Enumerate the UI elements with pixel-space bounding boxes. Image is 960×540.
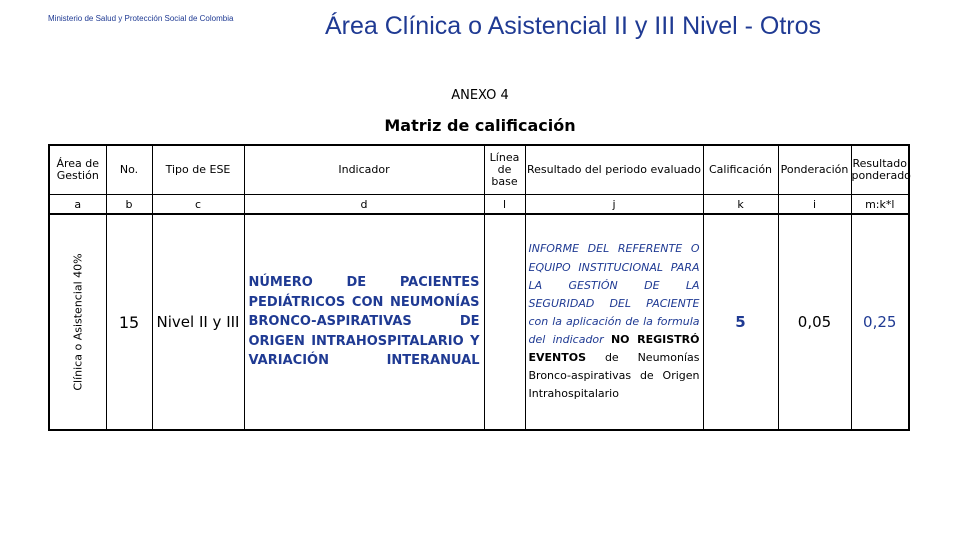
col-header-ponderacion: Ponderación — [778, 145, 851, 195]
col-header-resultado: Resultado del periodo evaluado — [525, 145, 703, 195]
col-header-indicador: Indicador — [244, 145, 484, 195]
letter-cell: a — [49, 195, 106, 215]
matrix-title: Matriz de calificación — [384, 116, 576, 135]
area-label: Clínica o Asistencial 40% — [71, 253, 85, 391]
letter-cell: b — [106, 195, 152, 215]
ministry-label: Ministerio de Salud y Protección Social de Colombia — [48, 14, 234, 23]
col-header-no: No. — [106, 145, 152, 195]
resultado-cell — [525, 214, 703, 430]
indicador-cell — [244, 214, 484, 430]
no-cell: 15 — [106, 214, 152, 430]
col-header-tipo: Tipo de ESE — [152, 145, 244, 195]
col-header-linea-base: Línea de base — [484, 145, 525, 195]
table-row — [49, 214, 909, 430]
ponderacion-cell: 0,05 — [778, 214, 851, 430]
resultado-part2: NO REGISTRÓ EVENTOS — [528, 333, 700, 365]
header-row — [49, 145, 909, 195]
col-header-calificacion: Calificación — [703, 145, 778, 195]
resultado-ponderado-cell: 0,25 — [851, 214, 909, 430]
letter-cell: c — [152, 195, 244, 215]
qualification-matrix — [48, 144, 910, 431]
letter-cell: j — [525, 195, 703, 215]
letter-cell: k — [703, 195, 778, 215]
col-header-resultado-ponderado: Resultado ponderado — [851, 145, 909, 195]
letter-cell: d — [244, 195, 484, 215]
letter-cell: m:k*l — [851, 195, 909, 215]
calificacion-cell: 5 — [703, 214, 778, 430]
annex-label: ANEXO 4 — [451, 88, 509, 103]
tipo-cell: Nivel II y III — [152, 214, 244, 430]
resultado-text — [526, 240, 703, 403]
indicador-text: NÚMERO DE PACIENTES PEDIÁTRICOS CON NEUMONÍAS BRONCO-ASPIRATIVAS DE ORIGEN INTRAHOSPITALARIO Y VARIACIÓN INTERANUAL — [248, 275, 480, 369]
letters-row — [49, 195, 909, 215]
area-cell — [49, 214, 106, 430]
letter-cell: l — [484, 195, 525, 215]
resultado-part1: INFORME DEL REFERENTE O EQUIPO INSTITUCIONAL PARA LA GESTIÓN DE LA SEGURIDAD DEL PACIENTE con la aplicación de la formula del indicador — [528, 242, 700, 347]
resultado-part3: de Neumonías Bronco-aspirativas de Origen Intrahospitalario — [528, 351, 700, 401]
col-header-area: Área de Gestión — [49, 145, 106, 195]
linea-base-cell — [484, 214, 525, 430]
letter-cell: i — [778, 195, 851, 215]
page-title: Área Clínica o Asistencial II y III Nivel - Otros — [325, 12, 821, 40]
